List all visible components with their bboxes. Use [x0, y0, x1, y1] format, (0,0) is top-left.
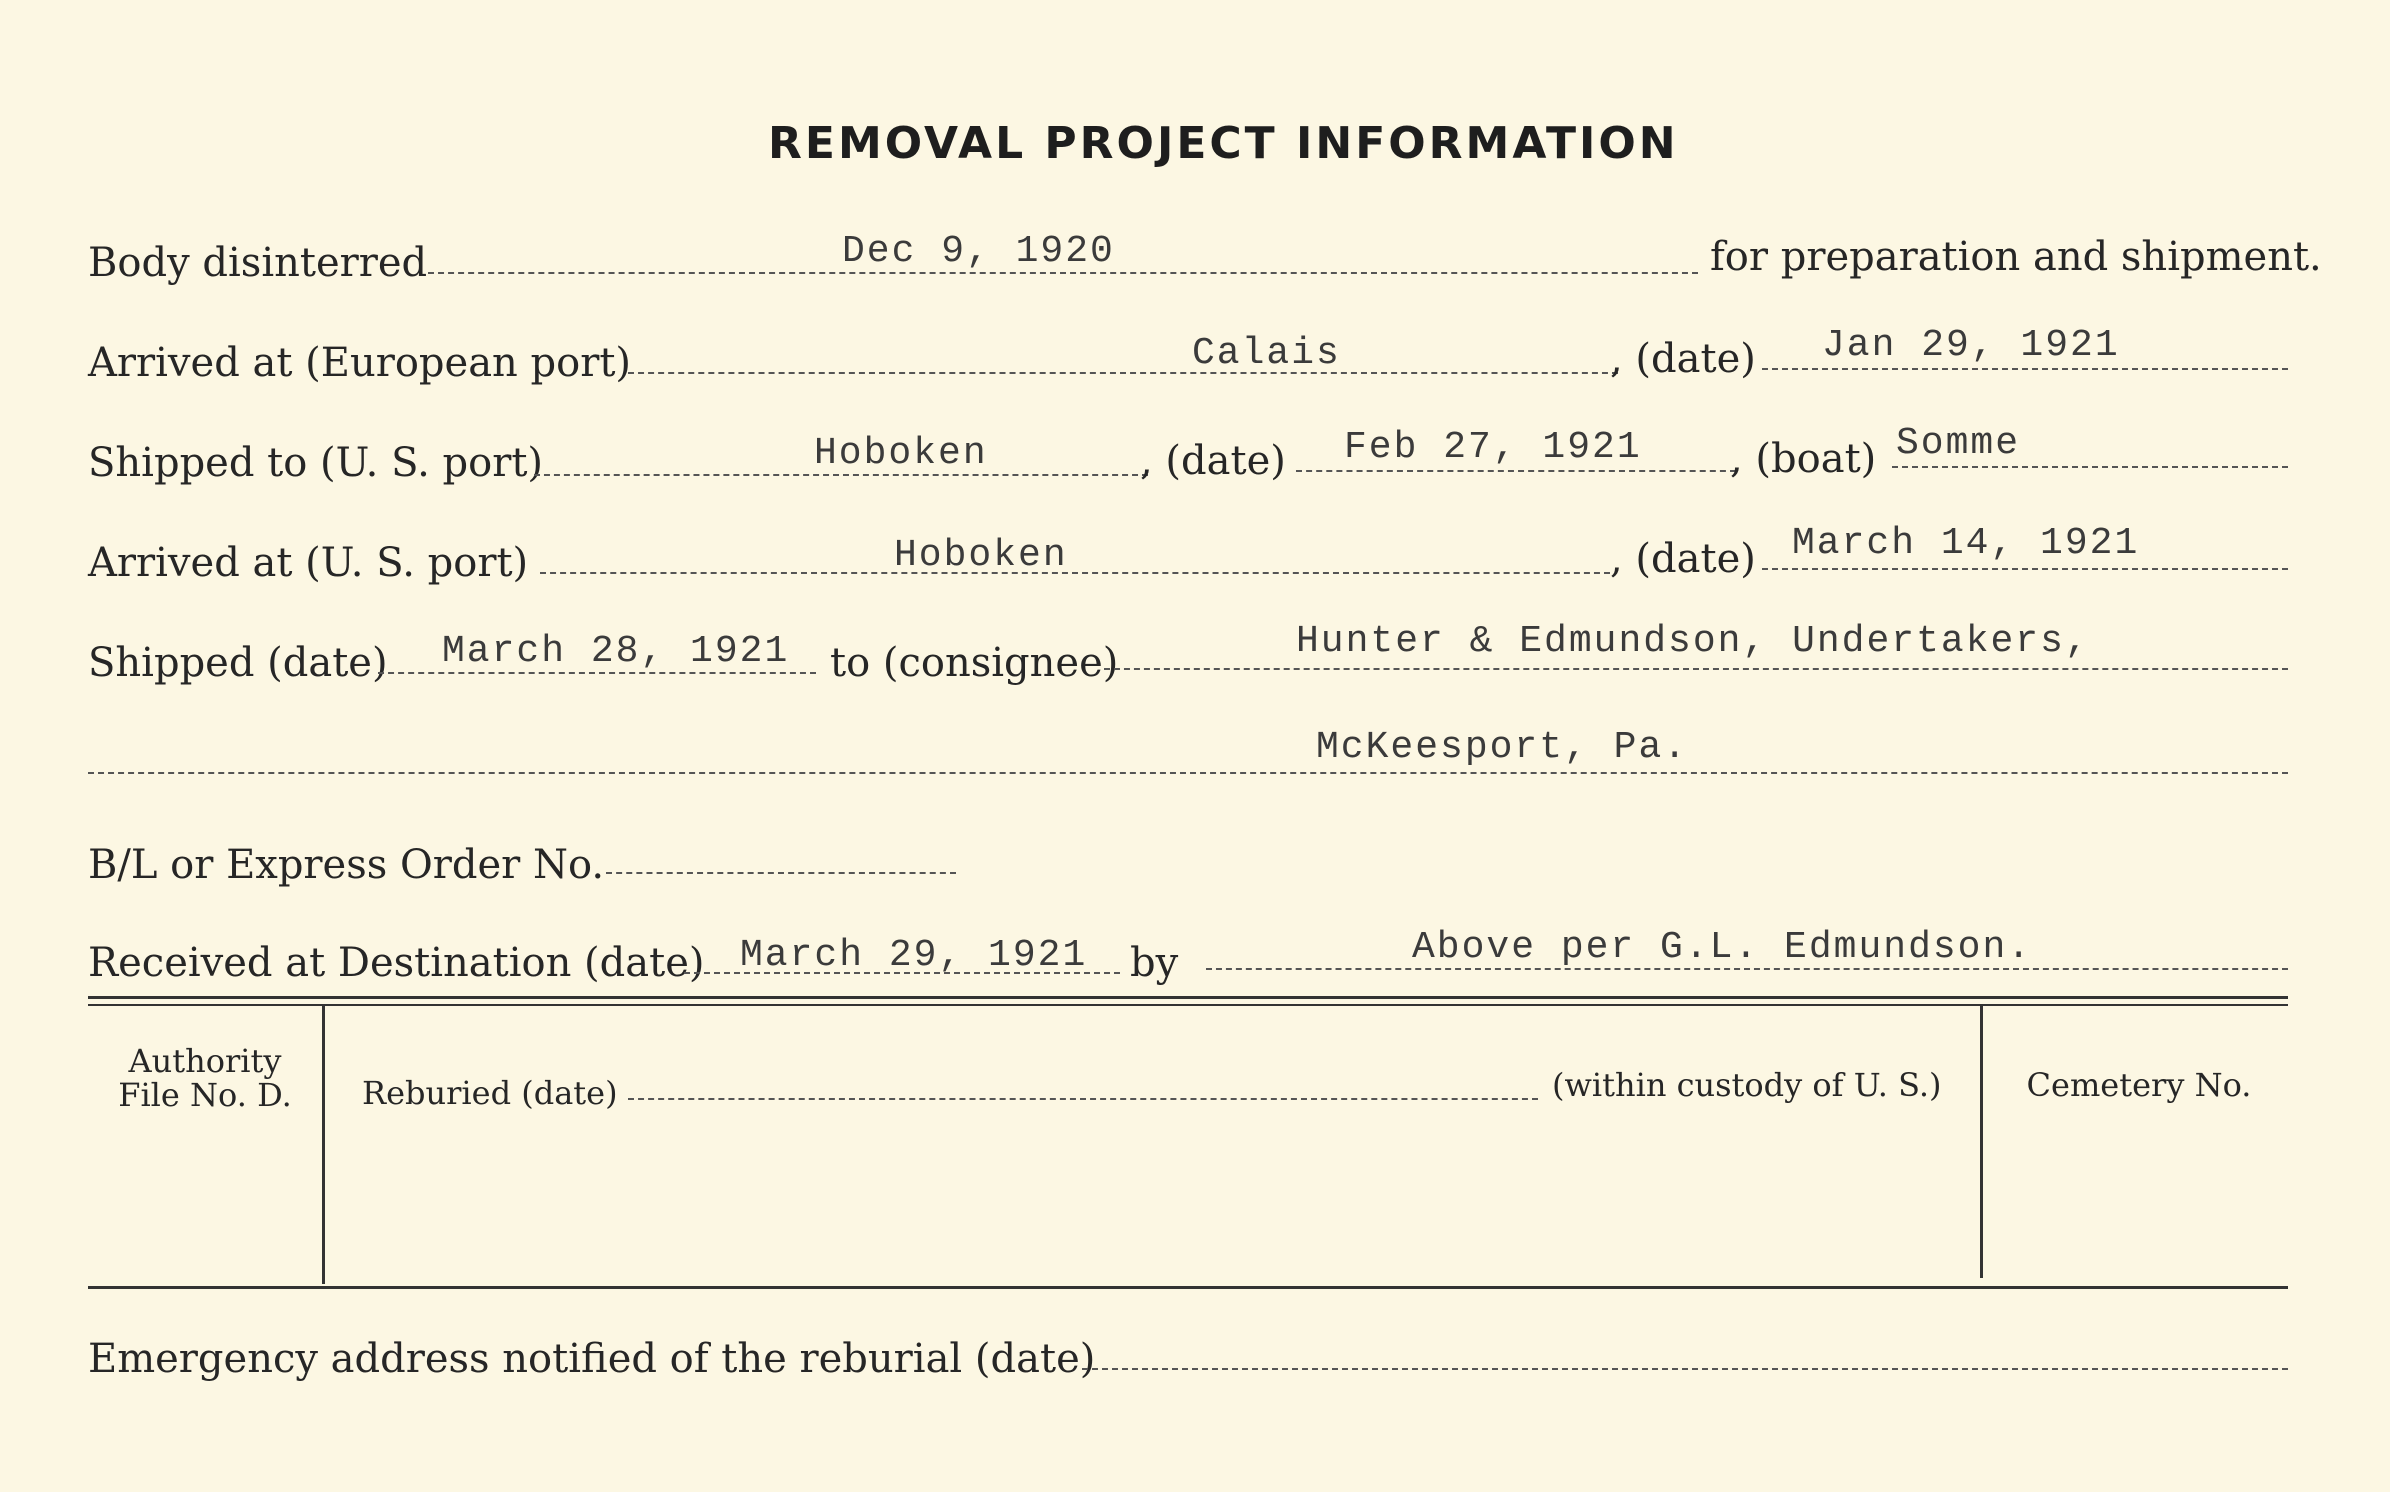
box-top-rule-inner: [88, 1004, 2288, 1006]
arrived-us-port-line: [540, 572, 1610, 574]
body-disinterred-date: Dec 9, 1920: [842, 230, 1115, 273]
arrived-us-label: Arrived at (U. S. port): [88, 540, 529, 586]
arrived-european-port: Calais: [1192, 332, 1341, 375]
consignee-line1: Hunter & Edmundson, Undertakers,: [1296, 620, 2090, 663]
consignee-line2: McKeesport, Pa.: [1316, 726, 1689, 769]
box-divider-left: [322, 1006, 325, 1284]
shipped-to-us-boat: Somme: [1896, 422, 2021, 465]
arrived-us-date-label: , (date): [1610, 536, 1756, 582]
reburied-line: [628, 1098, 1538, 1100]
box-bottom-rule: [88, 1286, 2288, 1289]
arrived-european-date-line: [1762, 368, 2288, 370]
arrived-european-label: Arrived at (European port): [88, 340, 632, 386]
received-by-label: by: [1130, 940, 1179, 986]
custody-label: (within custody of U. S.): [1552, 1066, 1942, 1104]
bl-label: B/L or Express Order No.: [88, 842, 605, 888]
shipped-to-us-date-line: [1296, 470, 1736, 472]
received-by: Above per G.L. Edmundson.: [1412, 926, 2033, 969]
shipped-to-us-date-label: , (date): [1140, 438, 1286, 484]
shipped-to-us-boat-label: , (boat): [1730, 436, 1877, 482]
shipped-date-label: Shipped (date): [88, 640, 388, 686]
cemetery-label: Cemetery No.: [2026, 1066, 2252, 1104]
arrived-european-date: Jan 29, 1921: [1822, 324, 2120, 367]
arrived-us-date-line: [1762, 568, 2288, 570]
consignee-line-2: [88, 772, 2288, 774]
arrived-us-date: March 14, 1921: [1792, 522, 2140, 565]
authority-label-1: Authority: [128, 1042, 282, 1080]
bl-line: [606, 872, 956, 874]
received-date: March 29, 1921: [740, 934, 1088, 977]
form-title: REMOVAL PROJECT INFORMATION: [768, 118, 1679, 169]
consignee-label: to (consignee): [830, 640, 1119, 686]
arrived-us-port: Hoboken: [894, 534, 1068, 577]
box-divider-right: [1980, 1006, 1983, 1278]
arrived-european-port-line: [628, 372, 1618, 374]
received-label: Received at Destination (date): [88, 940, 705, 986]
box-top-rule: [88, 996, 2288, 999]
authority-label-2: File No. D.: [118, 1076, 292, 1114]
shipped-to-us-port: Hoboken: [814, 432, 988, 475]
shipped-date: March 28, 1921: [442, 630, 790, 673]
emergency-label: Emergency address notified of the reburial (date): [88, 1336, 1096, 1382]
arrived-european-date-label: , (date): [1610, 336, 1756, 382]
consignee-line: [1104, 668, 2288, 670]
shipped-to-us-label: Shipped to (U. S. port): [88, 440, 543, 486]
body-disinterred-suffix: for preparation and shipment.: [1710, 234, 2322, 280]
reburied-label: Reburied (date): [362, 1074, 618, 1112]
emergency-line: [1082, 1368, 2288, 1370]
shipped-to-us-boat-line: [1892, 466, 2288, 468]
body-disinterred-label: Body disinterred: [88, 240, 428, 286]
shipped-to-us-date: Feb 27, 1921: [1344, 426, 1642, 469]
